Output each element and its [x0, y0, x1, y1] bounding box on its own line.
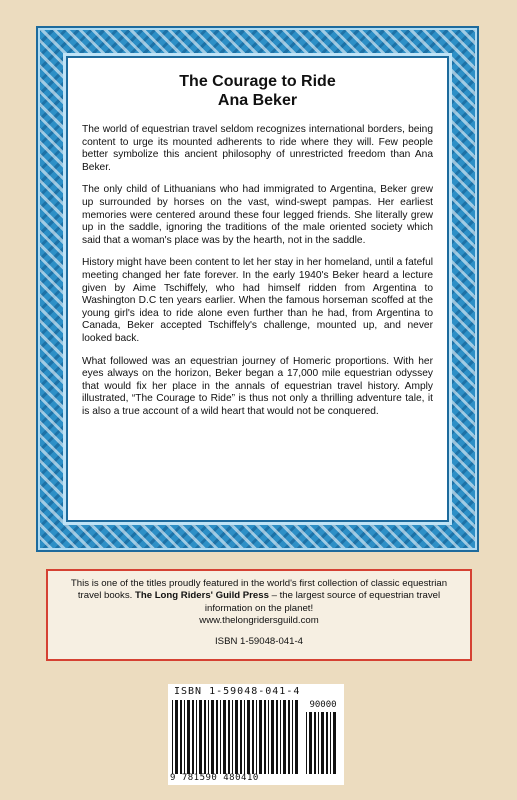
publisher-website: www.thelongridersguild.com	[199, 615, 319, 627]
barcode-addon-number: 90000	[309, 700, 337, 710]
description-panel	[66, 56, 449, 522]
celtic-knot-border	[36, 26, 479, 552]
ean-barcode	[172, 700, 300, 774]
description-paragraph-3: History might have been content to let her stay in her homeland, until a fateful meeting changed her fate forever. In the early 1940's Beker heard a lecture given by Aime Tschiffely, who had himself ridden from Argentina to Washington D.C ten years earlier. When the famous horseman scoffed at the young girl's idea to ride alone even further than he had, from Argentina to Canada, Beker accepted Tschiffely's challenge, mounted up, and never looked back.	[82, 257, 433, 344]
promo-text	[58, 578, 460, 615]
promo-line-after: – the largest source of equestrian travel information on the planet!	[204, 590, 441, 614]
description-paragraph-2: The only child of Lithuanians who had immigrated to Argentina, Beker grew up surrounded by horses on the vast, wind-swept pampas. Her earliest memories were centered around these four legged friends. She literally grew up in the saddle, ignoring the traditions of the male oriented society which said that a woman's place was by the hearth, not in the saddle.	[82, 184, 433, 246]
barcode-ean-number: 9 781590 480410	[170, 773, 259, 783]
publisher-name: The Long Riders' Guild Press	[134, 590, 269, 602]
book-title: The Courage to Ride	[179, 73, 336, 90]
publisher-promo-box	[46, 569, 472, 661]
promo-line-before: This is one of the titles proudly featured in the world's first collection of classic equestrian travel books.	[70, 578, 448, 602]
book-author: Ana Beker	[217, 92, 298, 109]
addon-barcode	[306, 712, 340, 774]
description-paragraph-4: What followed was an equestrian journey of Homeric proportions. With her eyes always on the horizon, Beker began a 17,000 mile equestrian odyssey that would fix her place in the annals of equestrian travel history. Amply illustrated, “The Courage to Ride” is thus not only a thrilling adventure tale, it is also a true account of a wild heart that would not be conquered.	[82, 355, 433, 417]
barcode-isbn-label: ISBN 1-59048-041-4	[174, 686, 301, 697]
description-paragraph-1: The world of equestrian travel seldom recognizes international borders, being content to urge its mounted adherents to ride where they will. Few people better symbolize this ancient philosophy of unrestricted freedom than Ana Beker.	[82, 124, 433, 173]
barcode-area	[168, 684, 344, 785]
isbn-number: ISBN 1-59048-041-4	[215, 635, 303, 647]
